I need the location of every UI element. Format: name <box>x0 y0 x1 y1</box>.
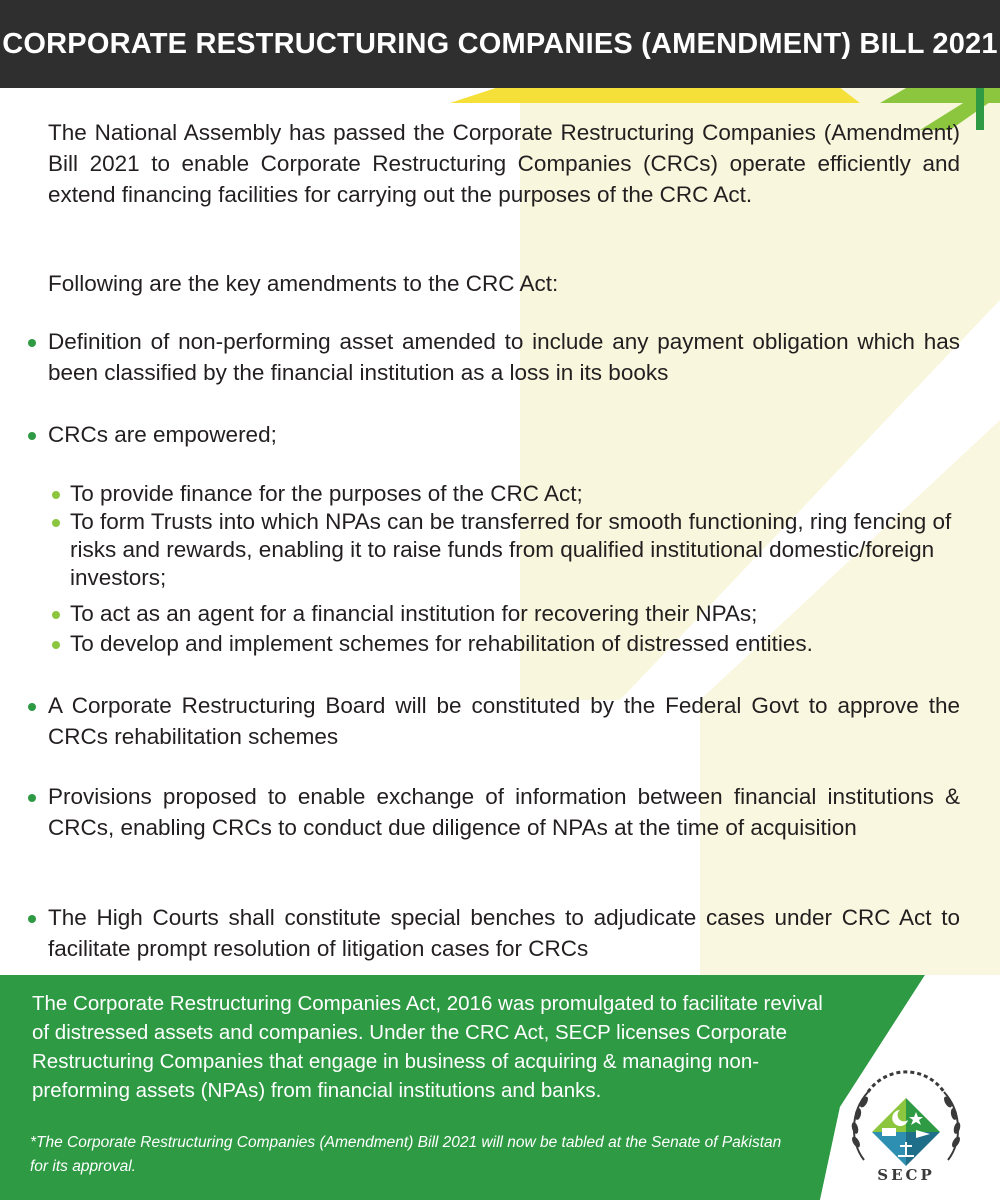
bullet-dot-icon <box>28 794 36 802</box>
sub-bullet-dot-icon <box>52 611 60 619</box>
bullet-item: CRCs are empowered; <box>48 419 960 450</box>
secp-logo-label: SECP <box>877 1166 935 1184</box>
sub-bullet-item: To act as an agent for a financial institution for recovering their NPAs; <box>70 600 960 628</box>
footnote: *The Corporate Restructuring Companies (Amendment) Bill 2021 will now be tabled at the Senate of Pakistan for its approval. <box>30 1134 782 1175</box>
sub-bullet-dot-icon <box>52 491 60 499</box>
sub-bullet-item: To provide finance for the purposes of the CRC Act; <box>70 480 960 508</box>
act-summary: The Corporate Restructuring Companies Act, 2016 was promulgated to facilitate revival of distressed assets and companies. Under the CRC Act, SECP licenses Corporate Restructuring Companies that engage in business of acquiring & managing non-preforming assets (NPAs) from financial institutions and banks. <box>32 992 823 1102</box>
bullet-item: A Corporate Restructuring Board will be constituted by the Federal Govt to approve the CRCs rehabilitation schemes <box>48 690 960 752</box>
bullet-dot-icon <box>28 703 36 711</box>
page-title: CORPORATE RESTRUCTURING COMPANIES (AMENDMENT) BILL 2021 <box>2 27 998 60</box>
bullet-item: Provisions proposed to enable exchange of information between financial institutions & CRCs, enabling CRCs to conduct due diligence of NPAs at the time of acquisition <box>48 781 960 843</box>
sub-bullet-item: To develop and implement schemes for rehabilitation of distressed entities. <box>70 630 960 658</box>
bullet-dot-icon <box>28 915 36 923</box>
bullet-item: The High Courts shall constitute special benches to adjudicate cases under CRC Act to facilitate prompt resolution of litigation cases for CRCs <box>48 902 960 964</box>
sub-bullet-item: To form Trusts into which NPAs can be transferred for smooth functioning, ring fencing of risks and rewards, enabling it to raise funds from qualified institutional domestic/foreign investors; <box>70 508 960 592</box>
lead-paragraph: The National Assembly has passed the Corporate Restructuring Companies (Amendment) Bill 2021 to enable Corporate Restructuring Companies (CRCs) operate efficiently and extend financing facilities for carrying out the purposes of the CRC Act. <box>48 120 960 207</box>
intro-paragraph: Following are the key amendments to the CRC Act: <box>48 271 559 296</box>
bullet-item: Definition of non-performing asset amended to include any payment obligation which has been classified by the financial institution as a loss in its books <box>48 326 960 388</box>
sub-bullet-dot-icon <box>52 641 60 649</box>
bullet-dot-icon <box>28 432 36 440</box>
bullet-dot-icon <box>28 339 36 347</box>
sub-bullet-dot-icon <box>52 519 60 527</box>
